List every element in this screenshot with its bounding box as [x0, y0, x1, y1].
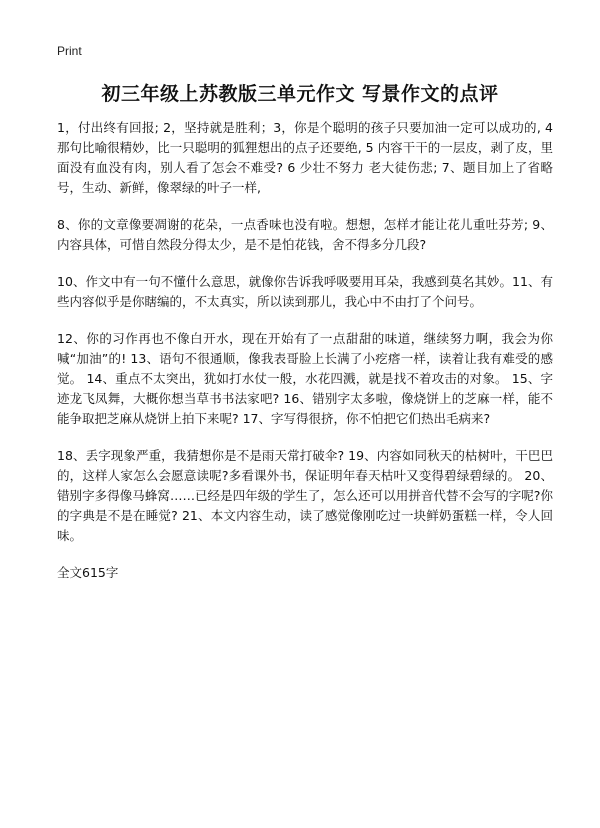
page-title: 初三年级上苏教版三单元作文 写景作文的点评 — [101, 83, 499, 105]
word-count: 全文615字 — [57, 565, 119, 580]
paragraph-5: 18、丢字现象严重，我猜想你是不是雨天常打破伞? 19、内容如同秋天的枯树叶，干巴巴的，这样人家怎么会愿意读呢?多看课外书，保证明年春天枯叶又变得碧绿碧绿的。 20、错别字多得像马蜂窝……已经是四年级的学生了，怎么还可以用拼音代替不会写的字呢?你的字典是不是在睡觉? 21、本文内容生动，读了感觉像刚吃过一块鲜奶蛋糕一样，令人回味。 — [57, 448, 553, 543]
document-body — [57, 118, 553, 583]
print-link[interactable]: Print — [57, 44, 82, 58]
paragraph-4: 12、你的习作再也不像白开水，现在开始有了一点甜甜的味道，继续努力啊，我会为你喊“加油”的! 13、语句不很通顺，像我表哥脸上长满了小疙瘩一样，读着让我有难受的感觉。 14、重点不太突出，犹如打水仗一般，水花四溅，就是找不着攻击的对象。 15、字迹龙飞凤舞，大概你想当草书书法家吧? 16、错别字太多啦，像烧饼上的芝麻一样，能不能争取把芝麻从烧饼上拍下来呢? 17、字写得很挤，你不怕把它们热出毛病来? — [57, 331, 553, 426]
paragraph-1: 1，付出终有回报; 2，坚持就是胜利；3，你是个聪明的孩子只要加油一定可以成功的, 4 那句比喻很精妙，比一只聪明的狐狸想出的点子还要绝, 5 内容干干的一层皮，剥了皮，里面没有血没有肉，别人看了怎会不难受? 6 少壮不努力 老大徒伤悲; 7、题目加上了省略号，生动、新鲜，像翠绿的叶子一样, — [57, 120, 553, 195]
paragraph-3: 10、作文中有一句不懂什么意思，就像你告诉我呼吸要用耳朵，我感到莫名其妙。11、有些内容似乎是你瞎编的，不太真实，所以读到那儿，我心中不由打了个问号。 — [57, 274, 553, 309]
paragraph-2: 8、你的文章像要凋谢的花朵，一点香味也没有啦。想想，怎样才能让花儿重吐芬芳; 9、内容具体，可惜自然段分得太少，是不是怕花钱，舍不得多分几段? — [57, 217, 553, 252]
